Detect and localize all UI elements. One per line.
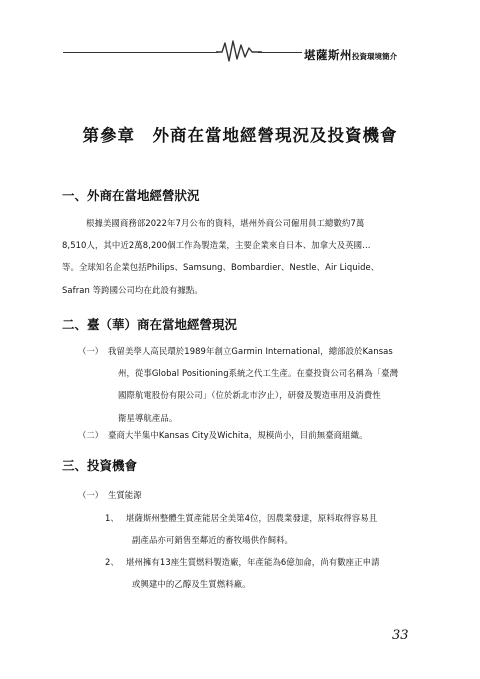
text-line: 臺商大半集中Kansas City及Wichita，規模尚小，目前無臺商組織。: [108, 430, 368, 440]
section-heading-1: 一、外商在當地經營狀況: [62, 188, 200, 203]
section2-item2-paragraph: [108, 424, 368, 446]
list-label: 2、: [105, 557, 119, 567]
subsection-title: 生質能源: [108, 490, 142, 500]
header-title-main: 堪薩斯州: [304, 48, 352, 62]
list-label: 1、: [105, 513, 119, 523]
section2-item1-paragraph: [108, 340, 398, 429]
text-line: 州，從事Global Positioning系統之代工生產。在臺投資公司名稱為「臺灣: [118, 368, 399, 379]
header-rule-left: [63, 52, 218, 53]
section-heading-2: 二、臺（華）商在當地經營現況: [62, 317, 238, 332]
text-line: 堪州擁有13座生質燃料製造廠，年產能為6億加侖，尚有數座正申請: [126, 557, 380, 567]
header-title-sub: 投資環境簡介: [352, 52, 397, 61]
section3-sub2-paragraph: [126, 551, 380, 595]
header-title: [304, 44, 397, 63]
text-line: 堪薩斯州整體生質產能居全美第4位，因農業發達，原料取得容易且: [126, 513, 378, 523]
list-label: （二）: [78, 430, 104, 440]
pulse-wave-icon: [216, 39, 262, 63]
header-rule-right: [258, 52, 302, 53]
text-line: 衛星導航產品。: [118, 412, 178, 423]
text-line: 8,510人，其中近2萬8,200個工作為製造業，主要企業來自日本、加拿大及英國…: [62, 240, 371, 251]
text-line: 國際航電股份有限公司」（位於新北市汐止），研發及製造車用及消費性: [118, 390, 381, 401]
section-heading-3: 三、投資機會: [62, 458, 138, 473]
list-label: （一）: [78, 346, 104, 356]
text-line: 等。全球知名企業包括Philips、Samsung、Bombardier、Nestle、Air Liquide、: [62, 262, 380, 273]
text-line: 副產品亦可銷售至鄰近的畜牧場供作飼料。: [132, 535, 294, 546]
running-header: [0, 0, 480, 70]
chapter-title: 第參章 外商在當地經營現況及投資機會: [82, 126, 398, 145]
text-line: 我留美學人高民環於1989年創立Garmin International，總部設於Kansas: [108, 346, 393, 356]
list-label: （一）: [78, 490, 104, 500]
text-line: 或興建中的乙醇及生質燃料廠。: [132, 579, 251, 590]
section1-paragraph: [62, 212, 380, 301]
section3-sub1-paragraph: [126, 507, 377, 551]
text-line: 根據美國商務部2022年7月公布的資料，堪州外商公司僱用員工總數約7萬: [86, 218, 365, 228]
text-line: Safran 等跨國公司均在此設有據點。: [62, 284, 203, 295]
page-number: 33: [392, 628, 409, 643]
